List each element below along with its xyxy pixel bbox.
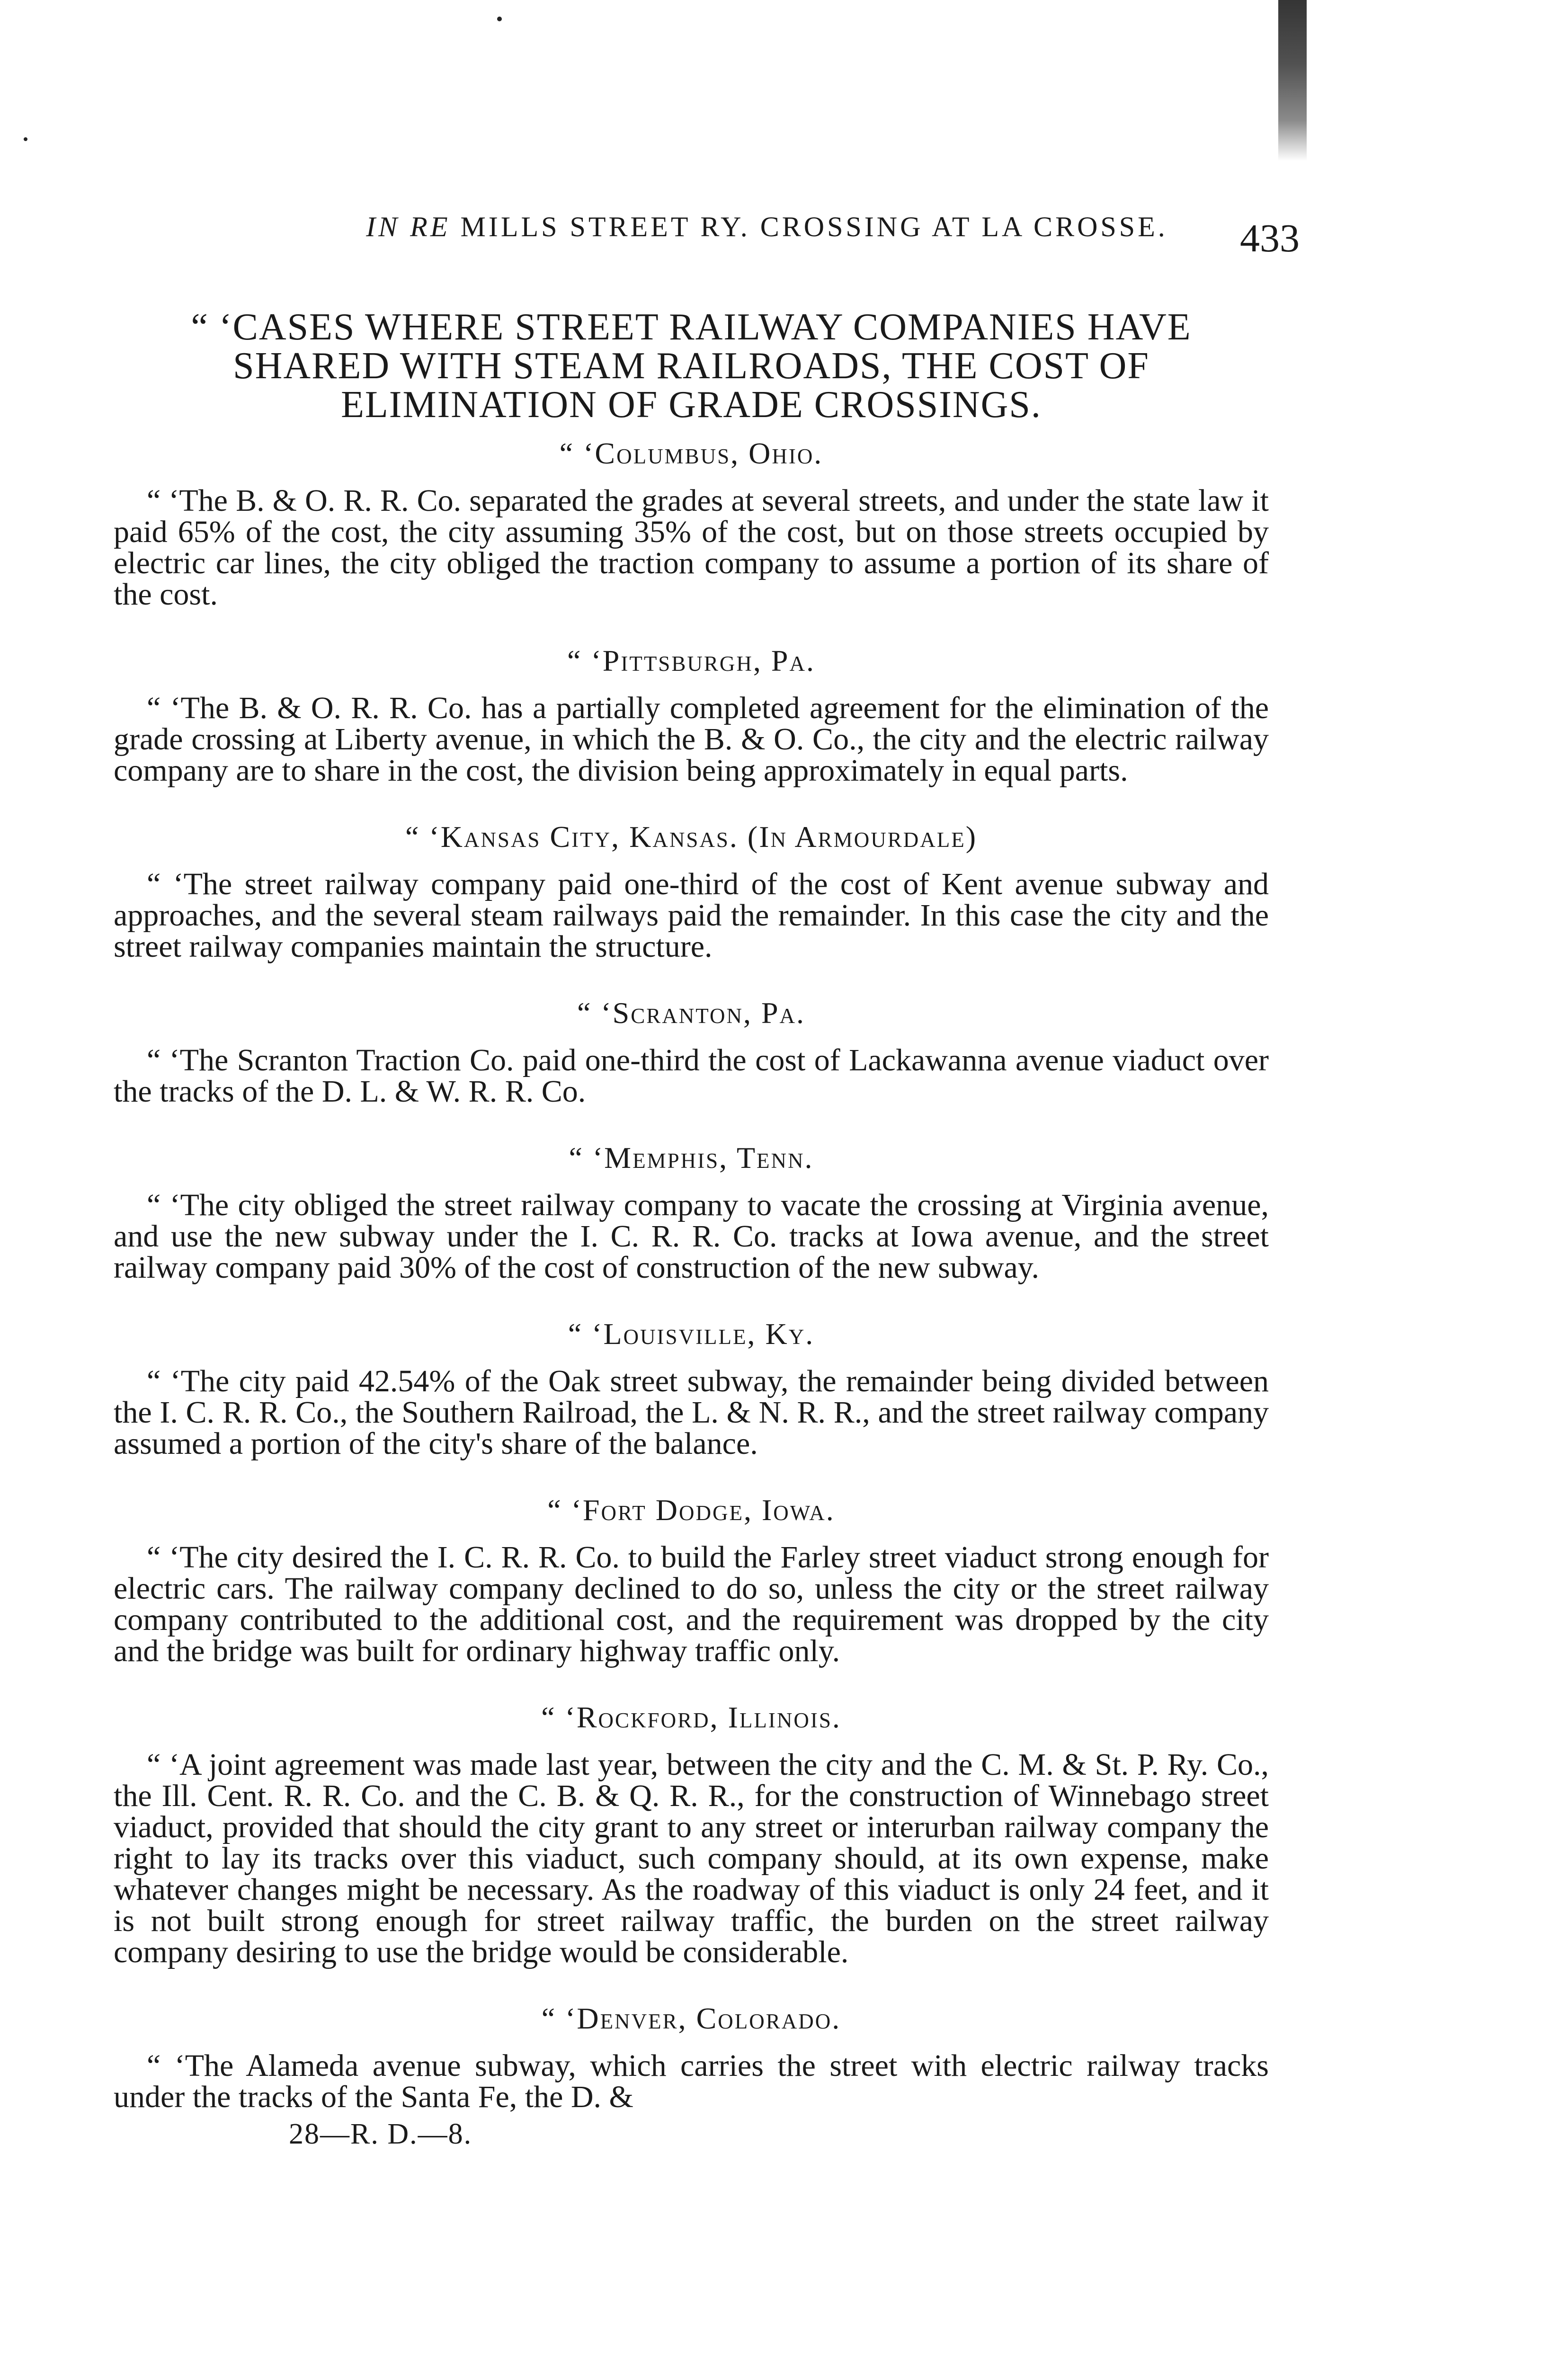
- city-heading: “ ‘Rockford, Illinois.: [541, 1700, 841, 1734]
- entry-kansas-city: [114, 819, 1269, 962]
- entry-denver: [114, 2001, 1269, 2113]
- city-heading: “ ‘Denver, Colorado.: [541, 2002, 841, 2035]
- entry-paragraph: “ ‘A joint agreement was made last year, between the city and the C. M. & St. P. Ry. Co., the Ill. Cent. R. R. Co. and the C. B. & Q. R. R., for the construction of Winnebago street viaduct, provided that should the city grant to any street or interurban railway company the right to lay its tracks over this viaduct, such company should, at its own expense, make whatever changes might be necessary. As the roadway of this viaduct is only 24 feet, and it is not built strong enough for street railway traffic, the burden on the street railway company desiring to use the bridge would be considerable.: [114, 1747, 1269, 1969]
- entry-louisville: [114, 1317, 1269, 1459]
- entry-paragraph: “ ‘The city desired the I. C. R. R. Co. to build the Farley street viaduct strong enough for electric cars. The railway company declined to do so, unless the city or the street railway company contributed to the additional cost, and the requirement was dropped by the city and the bridge was built for ordinary highway traffic only.: [114, 1540, 1269, 1668]
- entry-paragraph: “ ‘The Alameda avenue subway, which carries the street with electric railway tracks under the tracks of the Santa Fe, the D. &: [114, 2048, 1269, 2114]
- entry-paragraph: “ ‘The Scranton Traction Co. paid one-third the cost of Lackawanna avenue viaduct over the tracks of the D. L. & W. R. R. Co.: [114, 1043, 1269, 1109]
- scan-speck: [24, 137, 27, 141]
- entry-paragraph: “ ‘The city obliged the street railway company to vacate the crossing at Virginia avenue, and use the new subway under the I. C. R. R. Co. tracks at Iowa avenue, and the street railway company paid 30% of the cost of construction of the new subway.: [114, 1188, 1269, 1285]
- city-heading: “ ‘Memphis, Tenn.: [569, 1141, 814, 1175]
- entry-rockford: [114, 1700, 1269, 1968]
- entry-scranton: [114, 996, 1269, 1107]
- entry-pittsburgh: [114, 643, 1269, 786]
- section-heading: “ ‘CASES WHERE STREET RAILWAY COMPANIES HAVE SHARED WITH STEAM RAILROADS, THE COST OF ELIMINATION OF GRADE CROSSINGS.: [191, 306, 1192, 426]
- city-heading: “ ‘Kansas City, Kansas. (In Armourdale): [405, 820, 978, 854]
- entry-paragraph: “ ‘The street railway company paid one-third of the cost of Kent avenue subway and approaches, and the several steam railways paid the remainder. In this case the city and the street railway companies maintain the structure.: [114, 867, 1269, 964]
- entry-columbus: [114, 436, 1269, 610]
- entry-paragraph: “ ‘The B. & O. R. R. Co. has a partially completed agreement for the elimination of the grade crossing at Liberty avenue, in which the B. & O. Co., the city and the electric railway company are to share in the cost, the division being approximately in equal parts.: [114, 691, 1269, 788]
- scan-edge-mark: [1278, 0, 1307, 161]
- running-head-text: MILLS STREET RY. CROSSING AT LA CROSSE.: [460, 211, 1168, 242]
- city-heading: “ ‘Louisville, Ky.: [568, 1317, 815, 1351]
- city-heading: “ ‘Fort Dodge, Iowa.: [547, 1493, 835, 1527]
- entry-paragraph: “ ‘The B. & O. R. R. Co. separated the grades at several streets, and under the state law it paid 65% of the cost, the city assuming 35% of the cost, but on those streets occupied by electric car lines, the city obliged the traction company to assume a portion of its share of the cost.: [114, 483, 1269, 612]
- entry-memphis: [114, 1140, 1269, 1283]
- scan-speck: [497, 17, 502, 21]
- city-heading: “ ‘Pittsburgh, Pa.: [567, 644, 815, 677]
- running-head: [265, 211, 1269, 243]
- entry-paragraph: “ ‘The city paid 42.54% of the Oak street subway, the remainder being divided between the I. C. R. R. Co., the Southern Railroad, the L. & N. R. R., and the street railway company assumed a portion of the city's share of the balance.: [114, 1364, 1269, 1461]
- entry-fort-dodge: [114, 1493, 1269, 1667]
- signature-mark: 28—R. D.—8.: [289, 2118, 472, 2150]
- city-heading: “ ‘Scranton, Pa.: [577, 996, 806, 1030]
- running-head-italic: IN RE: [366, 211, 451, 242]
- city-heading: “ ‘Columbus, Ohio.: [559, 436, 823, 470]
- page-body: [114, 308, 1269, 2151]
- page-number: 433: [1240, 216, 1300, 260]
